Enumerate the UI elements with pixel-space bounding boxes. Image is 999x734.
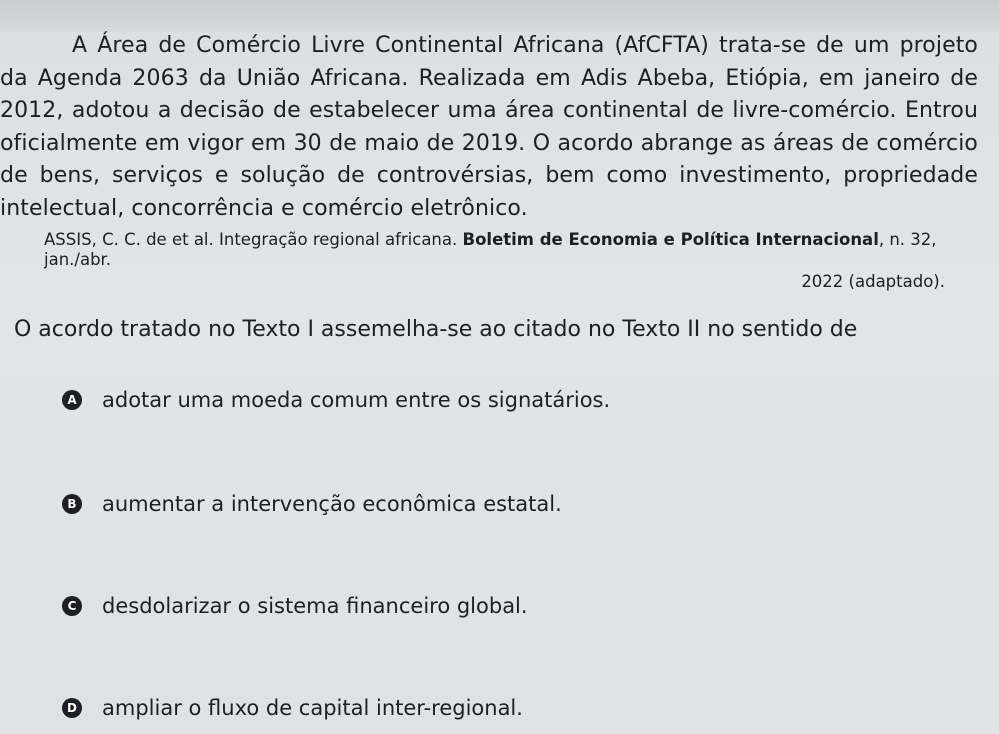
option-b-letter-badge: B — [62, 494, 82, 514]
option-c-text: desdolarizar o sistema financeiro global. — [102, 594, 528, 618]
citation — [44, 230, 952, 270]
option-d-letter-badge: D — [62, 698, 82, 718]
option-a[interactable] — [62, 386, 610, 414]
top-edge-background — [0, 0, 999, 32]
option-d[interactable] — [62, 694, 523, 722]
option-b-text: aumentar a intervenção econômica estatal. — [102, 492, 562, 516]
citation-suffix: , n. 32, jan./abr. — [44, 230, 937, 269]
option-d-text: ampliar o fluxo de capital inter-regional. — [102, 696, 523, 720]
option-a-text: adotar uma moeda comum entre os signatários. — [102, 388, 611, 412]
option-c-letter-badge: C — [62, 596, 82, 616]
option-a-letter-badge: A — [62, 390, 82, 410]
citation-date: 2022 (adaptado). — [801, 272, 945, 291]
citation-prefix: ASSIS, C. C. de et al. Integração regional africana. — [44, 230, 463, 249]
option-c[interactable] — [62, 592, 528, 620]
option-b[interactable] — [62, 490, 562, 518]
citation-journal: Boletim de Economia e Política Internacional — [462, 230, 879, 249]
passage-text: A Área de Comércio Livre Continental Africana (AfCFTA) trata-se de um projeto da Agenda 2063 da União Africana. Realizada em Adis Abeba, Etiópia, em janeiro de 2012, adotou a decisão de estabelecer uma área continental de livre-comércio. Entrou oficialmente em vigor em 30 de maio de 2019. O acordo abrange as áreas de comércio de bens, serviços e solução de controvérsias, bem como investimento, propriedade intelectual, concorrência e comércio eletrônico. — [0, 33, 978, 221]
question-stem: O acordo tratado no Texto I assemelha-se ao citado no Texto II no sentido de — [14, 317, 858, 342]
